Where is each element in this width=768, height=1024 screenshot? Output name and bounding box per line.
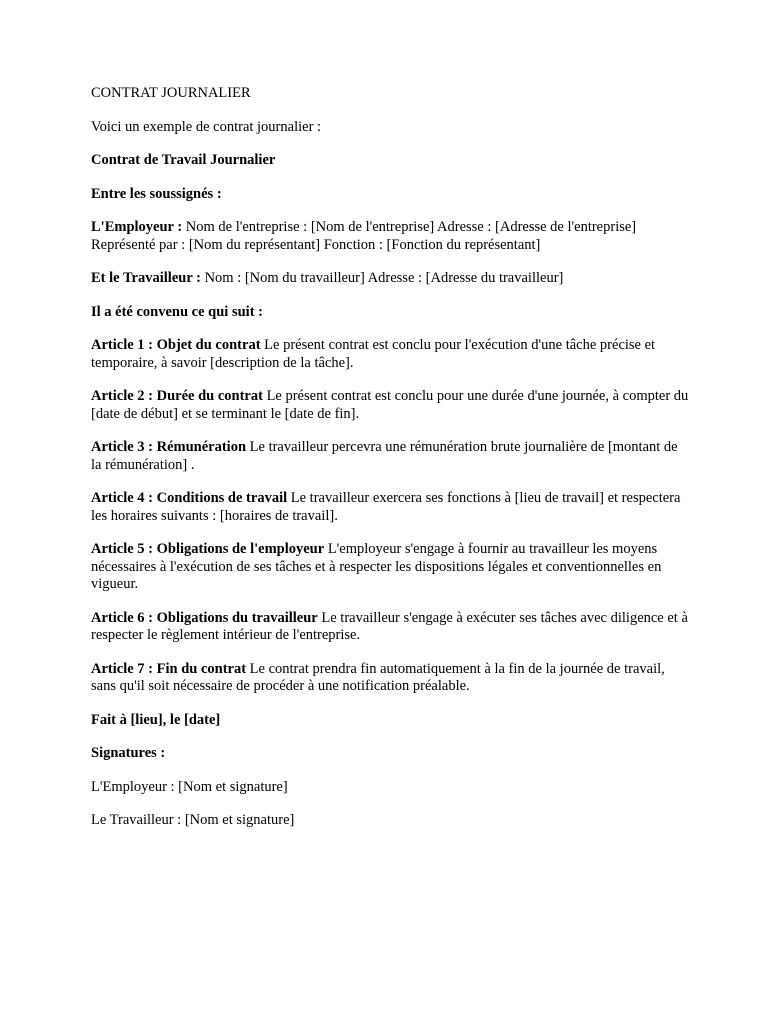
article-title: Article 5 : Obligations de l'employeur bbox=[91, 541, 325, 557]
article-title: Article 3 : Rémunération bbox=[91, 439, 247, 455]
article-3 bbox=[91, 439, 691, 474]
article-title: Article 2 : Durée du contrat bbox=[91, 388, 263, 404]
article-title: Article 4 : Conditions de travail bbox=[91, 490, 288, 506]
article-text: Le travailleur percevra une rémunération brute journalière de [montant de la rémunération] . bbox=[91, 439, 678, 473]
article-7 bbox=[91, 661, 691, 696]
employer-paragraph bbox=[91, 219, 691, 254]
article-text: Le contrat prendra fin automatiquement à la fin de la journée de travail, sans qu'il soit nécessaire de procéder à une notification préalable. bbox=[91, 660, 665, 694]
worker-text: Nom : [Nom du travailleur] Adresse : [Adresse du travailleur] bbox=[204, 270, 564, 286]
agreement-text: Il a été convenu ce qui suit : bbox=[91, 303, 263, 320]
article-title: Article 7 : Fin du contrat bbox=[91, 660, 247, 677]
employer-label: L'Employeur : bbox=[91, 219, 183, 235]
article-1 bbox=[91, 337, 691, 372]
parties-intro: Entre les soussignés : bbox=[91, 185, 222, 202]
article-title: Article 6 : Obligations du travailleur bbox=[91, 609, 318, 626]
article-title: Article 1 : Objet du contrat bbox=[91, 337, 261, 353]
article-text: L'employeur s'engage à fournir au travailleur les moyens nécessaires à l'exécution de ses tâches et à respecter les dispositions légales et conventionnelles en vigueur. bbox=[91, 541, 662, 592]
article-text: Le présent contrat est conclu pour l'exécution d'une tâche précise et temporaire, à savoir [description de la tâche]. bbox=[91, 337, 656, 371]
document-page bbox=[91, 85, 691, 846]
article-5 bbox=[91, 541, 691, 594]
article-text: Le présent contrat est conclu pour une durée d'une journée, à compter du [date de début] et se terminant le [date de fin]. bbox=[91, 388, 689, 422]
article-text: Le travailleur s'engage à exécuter ses tâches avec diligence et à respecter le règlement intérieur de l'entreprise. bbox=[91, 609, 688, 643]
contract-title: Contrat de Travail Journalier bbox=[91, 152, 276, 168]
worker-paragraph bbox=[91, 270, 691, 288]
signature-worker: Le Travailleur : [Nom et signature] bbox=[91, 812, 295, 828]
employer-text: Nom de l'entreprise : [Nom de l'entreprise] Adresse : [Adresse de l'entreprise] Représenté par : [Nom du représentant] Fonction : [Fonction du représentant] bbox=[91, 219, 637, 253]
article-6 bbox=[91, 610, 691, 645]
article-2 bbox=[91, 388, 691, 423]
place-date: Fait à [lieu], le [date] bbox=[91, 711, 221, 728]
document-heading: CONTRAT JOURNALIER bbox=[91, 85, 251, 101]
intro-text: Voici un exemple de contrat journalier : bbox=[91, 118, 322, 135]
worker-label: Et le Travailleur : bbox=[91, 270, 201, 286]
article-text: Le travailleur exercera ses fonctions à [lieu de travail] et respectera les horaires suivants : [horaires de travail]. bbox=[91, 490, 681, 524]
article-4 bbox=[91, 490, 691, 525]
signatures-title: Signatures : bbox=[91, 745, 166, 761]
signature-employer: L'Employeur : [Nom et signature] bbox=[91, 778, 288, 795]
